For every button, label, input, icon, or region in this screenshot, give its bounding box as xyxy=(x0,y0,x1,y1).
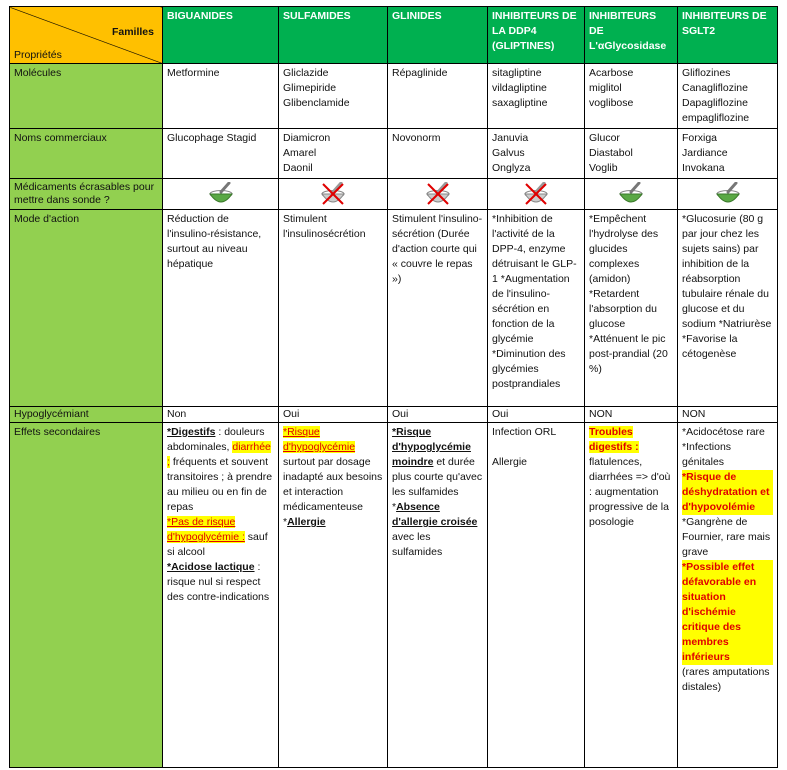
cell-noms: Diamicron Amarel Daonil xyxy=(279,129,388,179)
antidiabetic-table xyxy=(9,6,778,768)
cell-hypo: NON xyxy=(678,407,778,423)
cell-mode: *Inhibition de l'activité de la DPP-4, enzyme détruisant le GLP-1 *Augmentation de l'insulino-sécrétion en fonction de la glycémie *Diminution des glycémies postprandiales xyxy=(488,210,585,407)
cell-effets-sglt2: *Acidocétose rare *Infections génitales *Risque de déshydratation et d'hypovolémie *Gangrène de Fournier, rare mais grave *Possible effet défavorable en situation d'ischémie critique des membres inférieurs (rares amputations distales) xyxy=(678,423,778,768)
crossed-mortar-icon xyxy=(320,188,346,200)
cell-molecules: Gliclazide Glimepiride Glibenclamide xyxy=(279,64,388,129)
row-effets xyxy=(10,423,778,768)
header-sulfamides: SULFAMIDES xyxy=(279,7,388,64)
cell-effets-glinides: *Risque d'hypoglycémie moindre et durée plus courte qu'avec les sulfamides *Absence d'allergie croisée avec les sulfamides xyxy=(388,423,488,768)
row-mode xyxy=(10,210,778,407)
cell-hypo: Oui xyxy=(388,407,488,423)
mortar-pestle-icon xyxy=(618,188,644,200)
cell-molecules: sitagliptine vildagliptine saxagliptine xyxy=(488,64,585,129)
row-label-molecules: Molécules xyxy=(10,64,163,129)
mortar-pestle-icon xyxy=(715,188,741,200)
cell-hypo: NON xyxy=(585,407,678,423)
cell-hypo: Non xyxy=(163,407,279,423)
row-hypo xyxy=(10,407,778,423)
cell-noms: Novonorm xyxy=(388,129,488,179)
cell-mode: Réduction de l'insulino-résistance, surtout au niveau hépatique xyxy=(163,210,279,407)
cell-molecules: Gliflozines Canagliflozine Dapagliflozine empagliflozine xyxy=(678,64,778,129)
row-molecules xyxy=(10,64,778,129)
cell-molecules: Acarbose miglitol voglibose xyxy=(585,64,678,129)
crushable-cell xyxy=(163,179,279,210)
mortar-pestle-icon xyxy=(208,188,234,200)
crossed-mortar-icon xyxy=(523,188,549,200)
crushable-cell xyxy=(678,179,778,210)
crushable-cell xyxy=(388,179,488,210)
cell-molecules: Répaglinide xyxy=(388,64,488,129)
cell-effets-biguanides: *Digestifs : douleurs abdominales, diarrhée ; fréquents et souvent transitoires ; à prendre au milieu ou en fin de repas *Pas de risque d'hypoglycémie : sauf si alcool *Acidose lactique : risque nul si respect des contre-indications xyxy=(163,423,279,768)
cell-effets-sulfamides: *Risque d'hypoglycémie surtout par dosage inadapté aux besoins et interaction médicamenteuse *Allergie xyxy=(279,423,388,768)
crushable-cell xyxy=(488,179,585,210)
header-biguanides: BIGUANIDES xyxy=(163,7,279,64)
crossed-mortar-icon xyxy=(425,188,451,200)
cell-mode: Stimulent l'insulino-sécrétion (Durée d'action courte qui « couvre le repas ») xyxy=(388,210,488,407)
cell-noms: Glucophage Stagid xyxy=(163,129,279,179)
cell-hypo: Oui xyxy=(488,407,585,423)
row-label-hypo: Hypoglycémiant xyxy=(10,407,163,423)
cell-noms: Glucor Diastabol Voglib xyxy=(585,129,678,179)
row-label-noms: Noms commerciaux xyxy=(10,129,163,179)
crushable-cell xyxy=(279,179,388,210)
familles-label: Familles xyxy=(111,26,154,38)
row-noms xyxy=(10,129,778,179)
cell-mode: Stimulent l'insulinosécrétion xyxy=(279,210,388,407)
row-label-mode: Mode d'action xyxy=(10,210,163,407)
cell-molecules: Metformine xyxy=(163,64,279,129)
header-glycosidase: INHIBITEURS DE L'αGlycosidase xyxy=(585,7,678,64)
header-glinides: GLINIDES xyxy=(388,7,488,64)
row-ecrasables xyxy=(10,179,778,210)
cell-noms: Januvia Galvus Onglyza xyxy=(488,129,585,179)
cell-mode: *Empêchent l'hydrolyse des glucides complexes (amidon) *Retardent l'absorption du glucose *Atténuent le pic post-prandial (20 %) xyxy=(585,210,678,407)
crushable-cell xyxy=(585,179,678,210)
cell-hypo: Oui xyxy=(279,407,388,423)
cell-effets-ddp4: Infection ORL Allergie xyxy=(488,423,585,768)
proprietes-label: Propriétés xyxy=(14,49,62,61)
cell-noms: Forxiga Jardiance Invokana xyxy=(678,129,778,179)
row-label-ecrasables: Médicaments écrasables pour mettre dans sonde ? xyxy=(10,179,163,210)
cell-effets-glycosidase: Troubles digestifs : flatulences, diarrhées => d'où : augmentation progressive de la posologie xyxy=(585,423,678,768)
header-sglt2: INHIBITEURS DE SGLT2 xyxy=(678,7,778,64)
row-label-effets: Effets secondaires xyxy=(10,423,163,768)
corner-cell xyxy=(10,7,163,64)
header-ddp4: INHIBITEURS DE LA DDP4 (GLIPTINES) xyxy=(488,7,585,64)
cell-mode: *Glucosurie (80 g par jour chez les sujets sains) par inhibition de la réabsorption tubulaire rénale du glucose et du sodium *Natriurèse *Favorise la cétogenèse xyxy=(678,210,778,407)
